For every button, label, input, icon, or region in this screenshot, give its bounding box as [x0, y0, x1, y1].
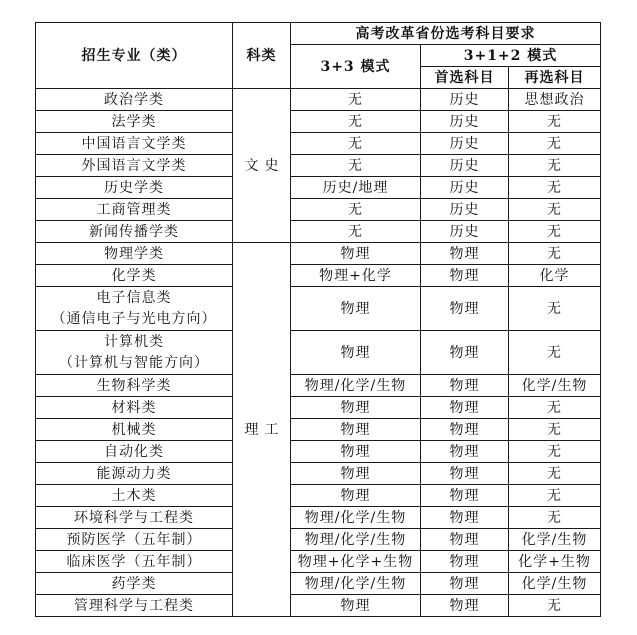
second-choice-header: 再选科目: [509, 67, 601, 89]
first-choice-cell: 物理: [421, 529, 509, 551]
major-cell: 材料类: [36, 397, 233, 419]
major-cell: 管理科学与工程类: [36, 595, 233, 617]
major-cell: 药学类: [36, 573, 233, 595]
mode-3-3-cell: 无: [291, 89, 421, 111]
second-choice-cell: 无: [509, 221, 601, 243]
major-name: 电子信息类: [96, 289, 172, 306]
first-choice-cell: 物理: [421, 397, 509, 419]
table-row: [36, 89, 601, 111]
table-row: [36, 155, 601, 177]
mode-3-3-cell: 物理/化学/生物: [291, 573, 421, 595]
mode-3-3-cell: 物理: [291, 397, 421, 419]
first-choice-cell: 物理: [421, 265, 509, 287]
table-row: [36, 375, 601, 397]
mode-3-3-cell: 物理/化学/生物: [291, 375, 421, 397]
mode-3-3-cell: 无: [291, 199, 421, 221]
major-cell: 新闻传播学类: [36, 221, 233, 243]
second-choice-cell: 无: [509, 133, 601, 155]
first-choice-cell: 物理: [421, 485, 509, 507]
first-choice-cell: 物理: [421, 463, 509, 485]
table-row: [36, 419, 601, 441]
second-choice-cell: 无: [509, 111, 601, 133]
mode-3-3-cell: 物理+化学: [291, 265, 421, 287]
mode-3-3-cell: 物理: [291, 287, 421, 331]
second-choice-cell: 无: [509, 177, 601, 199]
mode-3-3-cell: 无: [291, 155, 421, 177]
second-choice-cell: 化学/生物: [509, 573, 601, 595]
first-choice-cell: 历史: [421, 177, 509, 199]
first-choice-cell: 物理: [421, 331, 509, 375]
first-choice-cell: 物理: [421, 507, 509, 529]
major-cell: 能源动力类: [36, 463, 233, 485]
mode-3-3-cell: 无: [291, 221, 421, 243]
mode-3-1-2-header: 3+1+2 模式: [421, 45, 601, 67]
table-row: [36, 177, 601, 199]
second-choice-cell: 无: [509, 331, 601, 375]
mode-3-3-header: 3+3 模式: [291, 45, 421, 89]
mode-3-3-cell: 物理: [291, 419, 421, 441]
table-row: [36, 463, 601, 485]
table-row: [36, 287, 601, 331]
major-cell: 工商管理类: [36, 199, 233, 221]
major-cell: 化学类: [36, 265, 233, 287]
major-cell: 自动化类: [36, 441, 233, 463]
second-choice-cell: 化学/生物: [509, 375, 601, 397]
major-cell: 历史学类: [36, 177, 233, 199]
second-choice-cell: 无: [509, 507, 601, 529]
second-choice-cell: 无: [509, 419, 601, 441]
second-choice-cell: 无: [509, 485, 601, 507]
second-choice-cell: 化学+生物: [509, 551, 601, 573]
major-cell: 外国语言文学类: [36, 155, 233, 177]
first-choice-cell: 历史: [421, 89, 509, 111]
subject-requirement-header: 高考改革省份选考科目要求: [291, 23, 601, 45]
mode-3-3-cell: 无: [291, 111, 421, 133]
major-cell: 生物科学类: [36, 375, 233, 397]
first-choice-cell: 历史: [421, 199, 509, 221]
second-choice-cell: 无: [509, 441, 601, 463]
major-cell: 政治学类: [36, 89, 233, 111]
table-row: [36, 441, 601, 463]
mode-3-3-cell: 物理/化学/生物: [291, 529, 421, 551]
first-choice-cell: 物理: [421, 287, 509, 331]
table-row: [36, 507, 601, 529]
major-cell: 机械类: [36, 419, 233, 441]
first-choice-cell: 物理: [421, 441, 509, 463]
first-choice-cell: 历史: [421, 133, 509, 155]
first-choice-cell: 物理: [421, 419, 509, 441]
first-choice-cell: 物理: [421, 573, 509, 595]
second-choice-cell: 化学: [509, 265, 601, 287]
mode-3-3-cell: 无: [291, 133, 421, 155]
major-cell: 临床医学（五年制）: [36, 551, 233, 573]
table-row: [36, 265, 601, 287]
major-cell: [36, 287, 233, 331]
first-choice-cell: 物理: [421, 595, 509, 617]
major-cell: 土木类: [36, 485, 233, 507]
category-column-header: 科类: [233, 23, 291, 89]
major-direction: （计算机与智能方向）: [59, 354, 209, 371]
major-direction: （通信电子与光电方向）: [51, 310, 217, 327]
mode-3-3-cell: 物理/化学/生物: [291, 507, 421, 529]
table-row: [36, 111, 601, 133]
table-row: [36, 331, 601, 375]
mode-3-3-cell: 物理: [291, 463, 421, 485]
mode-3-3-cell: 物理: [291, 441, 421, 463]
second-choice-cell: 无: [509, 463, 601, 485]
mode-3-3-cell: 物理: [291, 331, 421, 375]
header-row: [36, 23, 601, 45]
mode-3-3-cell: 物理: [291, 243, 421, 265]
major-cell: 中国语言文学类: [36, 133, 233, 155]
table-row: [36, 243, 601, 265]
second-choice-cell: 无: [509, 243, 601, 265]
second-choice-cell: 思想政治: [509, 89, 601, 111]
mode-3-3-cell: 物理: [291, 485, 421, 507]
mode-3-3-cell: 物理: [291, 595, 421, 617]
first-choice-cell: 历史: [421, 111, 509, 133]
subject-requirements-table: [35, 22, 601, 617]
second-choice-cell: 无: [509, 595, 601, 617]
second-choice-cell: 无: [509, 199, 601, 221]
category-cell-liberal-arts: 文史: [233, 89, 291, 243]
second-choice-cell: 化学/生物: [509, 529, 601, 551]
first-choice-cell: 物理: [421, 375, 509, 397]
first-choice-cell: 物理: [421, 551, 509, 573]
table-row: [36, 397, 601, 419]
table-row: [36, 485, 601, 507]
major-cell: 法学类: [36, 111, 233, 133]
table-row: [36, 529, 601, 551]
second-choice-cell: 无: [509, 397, 601, 419]
first-choice-cell: 物理: [421, 243, 509, 265]
second-choice-cell: 无: [509, 155, 601, 177]
table-row: [36, 199, 601, 221]
category-cell-science-engineering: 理工: [233, 243, 291, 617]
table-row: [36, 133, 601, 155]
major-name: 计算机类: [104, 333, 164, 350]
major-column-header: 招生专业（类）: [36, 23, 233, 89]
major-cell: 环境科学与工程类: [36, 507, 233, 529]
major-cell: [36, 331, 233, 375]
table-row: [36, 551, 601, 573]
table-row: [36, 595, 601, 617]
first-choice-header: 首选科目: [421, 67, 509, 89]
first-choice-cell: 历史: [421, 221, 509, 243]
first-choice-cell: 历史: [421, 155, 509, 177]
second-choice-cell: 无: [509, 287, 601, 331]
major-cell: 预防医学（五年制）: [36, 529, 233, 551]
table-row: [36, 573, 601, 595]
table-row: [36, 221, 601, 243]
mode-3-3-cell: 物理+化学+生物: [291, 551, 421, 573]
major-cell: 物理学类: [36, 243, 233, 265]
mode-3-3-cell: 历史/地理: [291, 177, 421, 199]
